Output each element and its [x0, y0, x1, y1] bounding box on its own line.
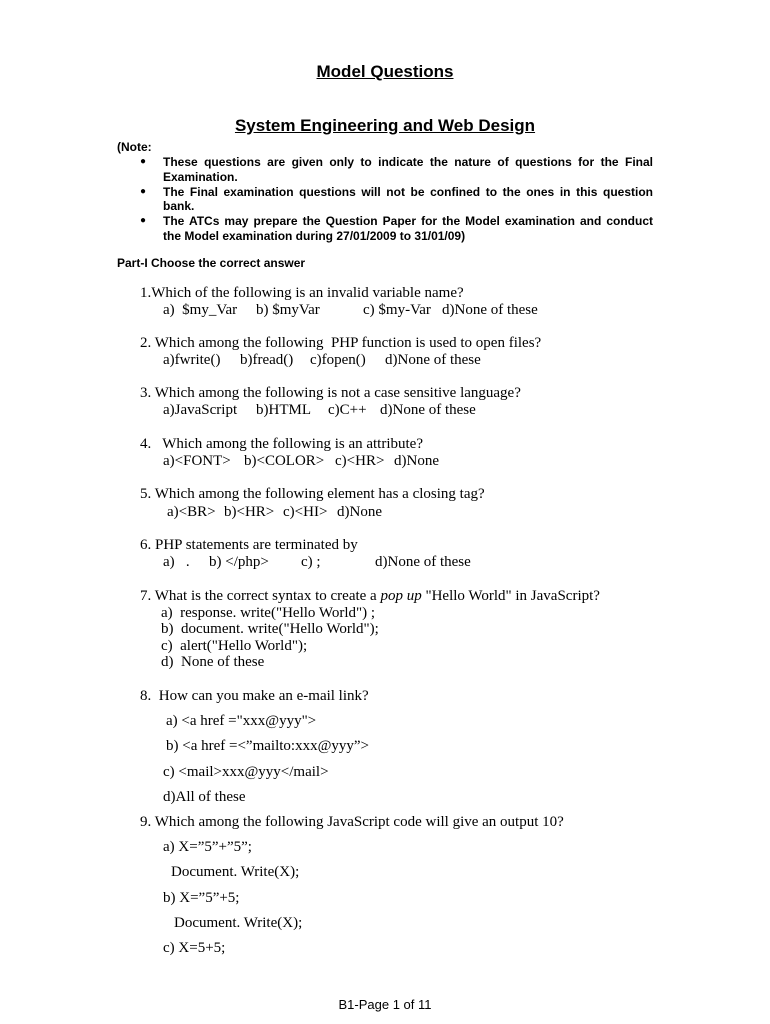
option-b: b) </php>	[209, 554, 269, 570]
question-2-text: 2. Which among the following PHP function is used to open files?	[140, 335, 542, 351]
option-b: b) $myVar	[256, 302, 320, 318]
option-a: a)<FONT>	[163, 453, 231, 469]
option-b: b)<HR>	[224, 504, 275, 520]
option-b: b)<COLOR>	[244, 453, 325, 469]
part-heading: Part-I Choose the correct answer	[117, 256, 306, 270]
bullet-icon: ●	[140, 156, 147, 167]
option-d: d)None	[337, 504, 382, 520]
note-text: The Final examination questions will not be confined to the ones in this question bank.	[163, 184, 653, 213]
option-c: c)<HI>	[283, 504, 328, 520]
note-heading: (Note:	[117, 140, 152, 154]
option-d: d)None	[394, 453, 439, 469]
page-footer: B1-Page 1 of 11	[338, 997, 432, 1012]
option-c: c) ;	[301, 554, 321, 570]
question-7-text	[140, 588, 600, 605]
option-b: b)HTML	[256, 402, 311, 418]
option-c: c)fopen()	[310, 352, 366, 368]
option-c: c)C++	[328, 402, 367, 418]
note-item	[140, 155, 653, 184]
option-d: d)None of these	[375, 554, 471, 570]
option-d: d)None of these	[385, 352, 481, 368]
page-title: Model Questions	[316, 62, 454, 81]
note-item	[140, 214, 653, 243]
option-c: c)<HR>	[335, 453, 385, 469]
option-a: a) .	[163, 554, 190, 570]
option-a: a)fwrite()	[163, 352, 221, 368]
note-item	[140, 184, 653, 214]
code-line: a) X=”5”+”5”;	[163, 839, 252, 855]
option-c: c) <mail>xxx@yyy</mail>	[163, 764, 329, 780]
note-text: The ATCs may prepare the Question Paper for the Model examination and conduct the Model examination during 27/01/2009 to 31/01/09)	[163, 214, 653, 243]
question-9-text: 9. Which among the following JavaScript code will give an output 10?	[140, 814, 564, 830]
option-d: d)None of these	[380, 402, 476, 418]
bullet-icon: ●	[140, 215, 147, 226]
option-b: b) document. write("Hello World");	[161, 621, 379, 637]
option-a: a) response. write("Hello World") ;	[161, 605, 376, 621]
option-a: a)JavaScript	[163, 402, 238, 418]
code-line: b) X=”5”+5;	[163, 890, 240, 906]
question-3-text: 3. Which among the following is not a case sensitive language?	[140, 385, 521, 401]
code-line: Document. Write(X);	[174, 915, 303, 931]
code-line: Document. Write(X);	[171, 864, 300, 880]
option-a: a)<BR>	[167, 504, 216, 520]
note-text: These questions are given only to indicate the nature of questions for the Final Examination.	[163, 155, 653, 184]
option-d: d) None of these	[161, 654, 265, 670]
option-b: b) <a href =<”mailto:xxx@yyy”>	[166, 738, 370, 754]
question-1-text: 1.Which of the following is an invalid variable name?	[140, 285, 464, 301]
question-7-text-end: "Hello World" in JavaScript?	[421, 588, 600, 604]
question-7-text-start: 7. What is the correct syntax to create a	[140, 588, 381, 604]
bullet-icon: ●	[140, 185, 147, 197]
question-4-text: 4. Which among the following is an attribute?	[140, 436, 423, 452]
question-6-text: 6. PHP statements are terminated by	[140, 537, 358, 553]
question-7-emphasis: pop up	[380, 588, 422, 604]
page-subtitle: System Engineering and Web Design	[234, 116, 536, 135]
code-line: c) X=5+5;	[163, 940, 226, 956]
option-d: d)All of these	[163, 789, 246, 805]
option-b: b)fread()	[240, 352, 294, 368]
option-a: a) $my_Var	[163, 302, 238, 318]
option-c: c) $my-Var	[363, 302, 431, 318]
question-8-text: 8. How can you make an e-mail link?	[140, 688, 369, 704]
option-d: d)None of these	[442, 302, 538, 318]
option-a: a) <a href ="xxx@yyy">	[166, 713, 317, 729]
note-list	[140, 155, 653, 244]
question-5-text: 5. Which among the following element has a closing tag?	[140, 486, 485, 502]
option-c: c) alert("Hello World");	[161, 638, 308, 654]
